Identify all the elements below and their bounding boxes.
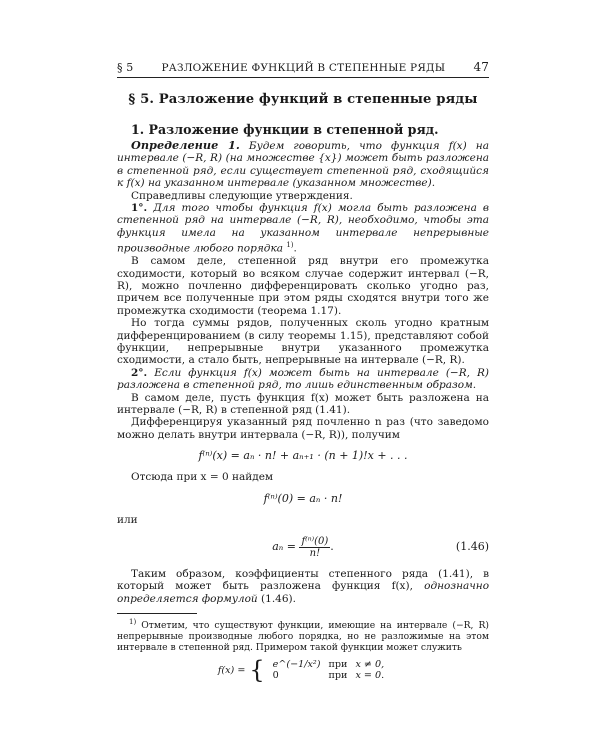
statement-1: 1°. Для того чтобы функция f(x) могла быть разложена в степенной ряд на интервале (−R, R), необходимо, чтобы эта функция имела на указанном интервале непрерывные производные любого порядка $^{1)}$. [117,202,490,255]
fraction-denominator: n! [309,547,321,559]
equation-number: (1.46) [455,540,489,554]
case-condition: x ≠ 0, [355,659,385,671]
case-condition: x = 0. [355,670,385,682]
definition-paragraph [117,139,489,190]
formula-coefficient [117,533,489,561]
fraction-numerator: f⁽ⁿ⁾(0) [301,535,329,547]
conclusion-text-c: (1.46). [261,592,296,605]
formula-derivative-zero-text: f⁽ⁿ⁾(0) = aₙ · n! [263,491,343,505]
piecewise-case-row [269,670,388,681]
footnote [117,617,489,653]
statement-1-text: Для того чтобы функция f(x) могла быть разложена в степенной ряд на интервале (−R, R), необходимо, чтобы эта функция имела на указанном интервале непрерывные производные любого порядка [117,202,490,255]
piecewise-formula [117,656,489,685]
statement-1-label: 1°. [131,202,148,215]
proof-paragraph-4: Дифференцируя указанный ряд почленно n раз (что заведомо можно делать внутри интервала (−R, R)), получим [117,416,489,441]
formula-coefficient-period: . [330,540,334,554]
definition-label: Определение 1. [131,138,240,152]
conclusion-text-b: однозначно определяется формулой [117,580,490,605]
piecewise-lhs: f(x) = [217,664,246,676]
running-header [117,60,489,78]
proof-paragraph-2: Но тогда суммы рядов, полученных сколь угодно кратным дифференцированием (в силу теоремы 1.15), представляют собой функции, непрерывные внутри указанного промежутка сходимости, а стало быть, непрерывные на интервале (−R, R). [117,317,489,367]
page-number: 47 [473,60,489,74]
header-title: РАЗЛОЖЕНИЕ ФУНКЦИЙ В СТЕПЕННЫЕ РЯДЫ [161,62,446,74]
footnote-text: Отметим, что существуют функции, имеющие на интервале (−R, R) непрерывные производные любого порядка, но не разложимые на этом интервале в степенной ряд. Примером такой функции может служить [117,620,489,654]
statement-2-label: 2°. [131,366,148,379]
paragraph-substitute: Отсюда при x = 0 найдем [131,471,274,484]
left-brace: { [249,656,265,685]
subsection-title: 1. Разложение функции в степенной ряд. [131,122,439,137]
conclusion-text-a: Таким образом, коэффициенты степенного ряда (1.41), в который может быть разложена функция f(x), [117,568,489,593]
proof-paragraph-3: В самом деле, пусть функция f(x) может быть разложена на интервале (−R, R) в степенной ряд (1.41). [117,391,489,417]
paragraph-or: или [117,513,138,526]
statement-2-text: Если функция f(x) может быть на интервале (−R, R) разложена в степенной ряд, то лишь единственным образом. [117,366,490,392]
footnote-divider [117,613,197,614]
proof-paragraph-1: В самом деле, степенной ряд внутри его промежутка сходимости, который во всяком случае содержит интервал (−R, R), можно почленно дифференцировать сколько угодно раз, причем все полученные при этом ряды сходятся внутри того же промежутка сходимости (теорема 1.17). [117,255,489,317]
conclusion-paragraph [117,568,489,605]
case-value: e^(−1/x²) [272,659,321,671]
footnote-mark: 1) [129,618,137,627]
book-page [117,60,490,685]
formula-derivative-series [117,448,489,464]
piecewise-case-row [269,659,388,670]
formula-coefficient-lhs: aₙ = [272,540,296,554]
section-title: § 5. Разложение функций в степенные ряды [128,92,478,107]
footnote-reference: 1) [286,241,294,250]
case-value: 0 [272,670,279,682]
header-section-number: § 5 [117,61,134,74]
formula-derivative-zero [117,491,489,507]
case-word: при [328,670,348,682]
definition-text: Будем говорить, что функция f(x) на интервале (−R, R) (на множестве {x}) может быть разложена в степенной ряд, если существует степенной ряд, сходящийся к f(x) на указанном интервале (указанном множестве). [117,140,489,190]
formula-coefficient-fraction [299,536,330,559]
paragraph-intro: Справедливы следующие утверждения. [131,189,353,202]
formula-derivative-series-text: f⁽ⁿ⁾(x) = aₙ · n! + aₙ₊₁ · (n + 1)!x + . . . [198,449,408,463]
piecewise-cases [269,659,388,681]
statement-2 [117,367,489,392]
case-word: при [328,659,348,671]
